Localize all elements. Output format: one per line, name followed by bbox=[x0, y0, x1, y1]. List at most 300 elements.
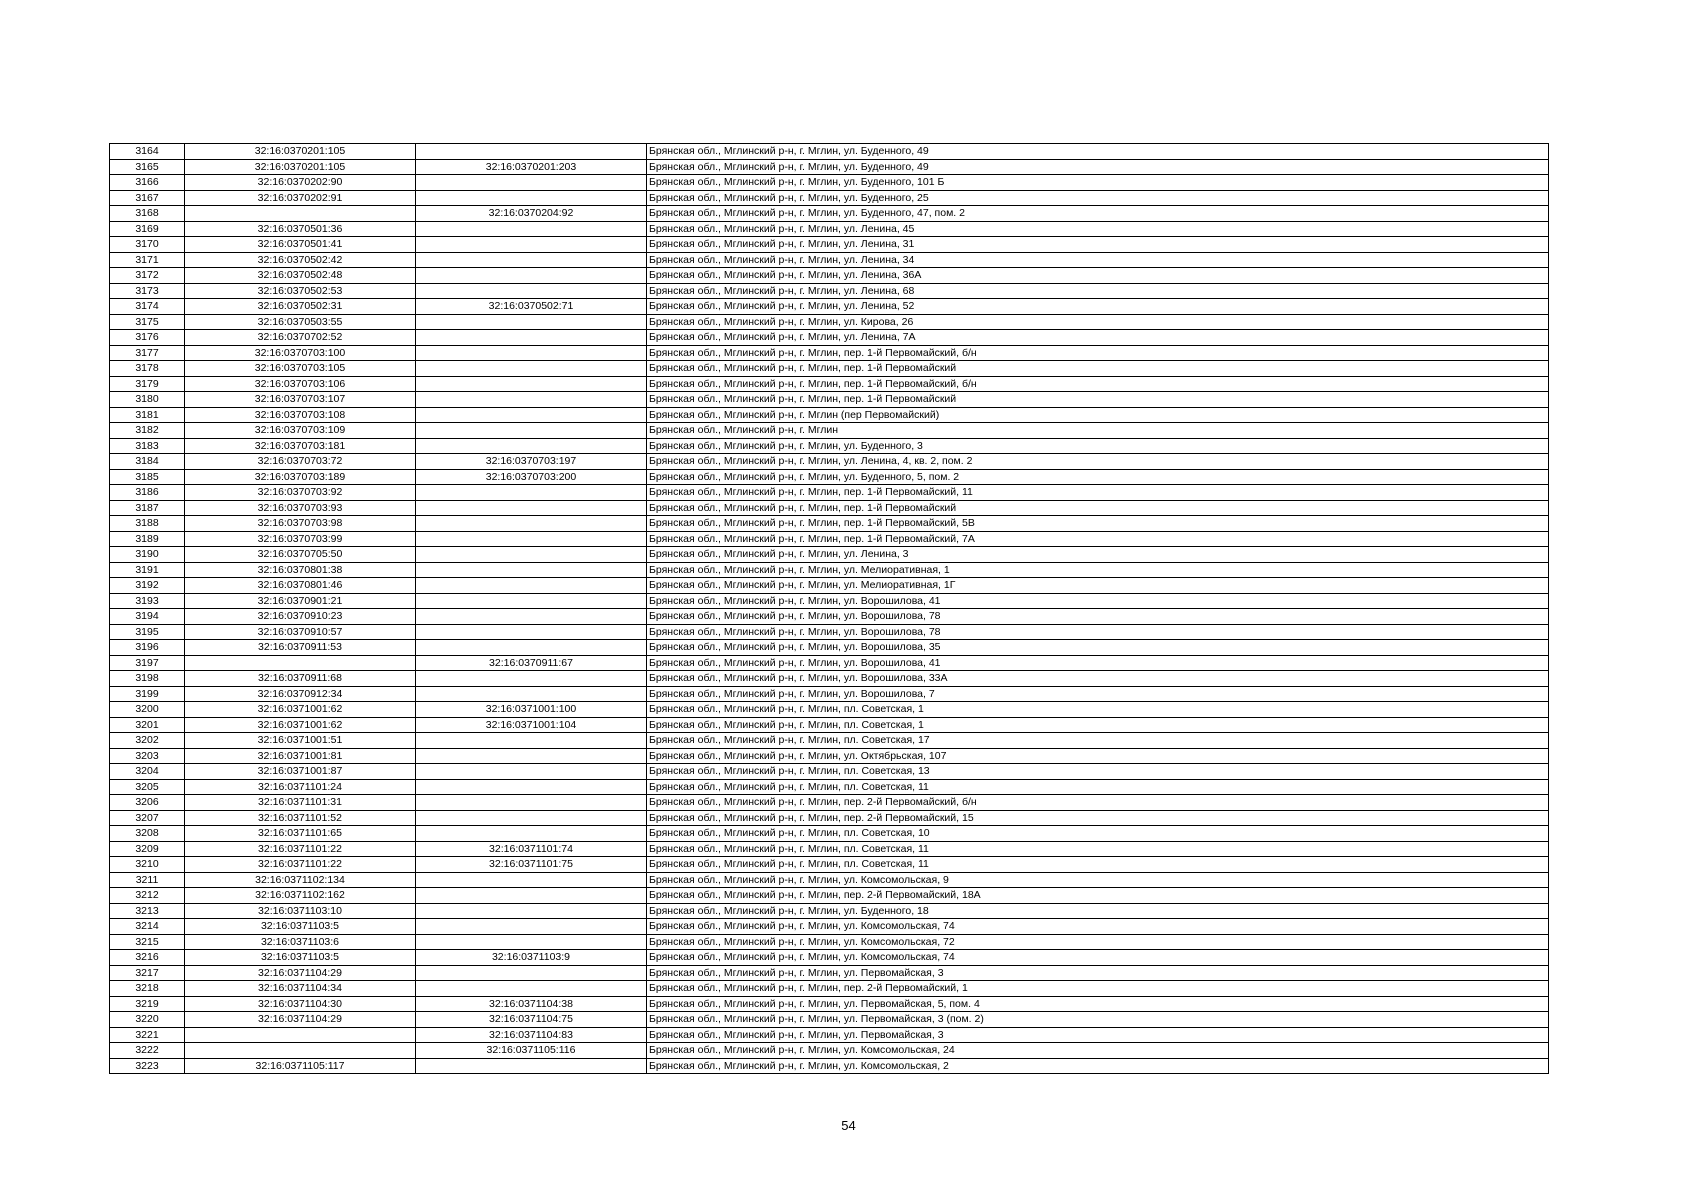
registry-table-body bbox=[110, 144, 1549, 1074]
row-number-cell: 3166 bbox=[110, 175, 185, 191]
related-cadastral-number-cell bbox=[416, 190, 647, 206]
table-row bbox=[110, 345, 1549, 361]
row-number-cell: 3194 bbox=[110, 609, 185, 625]
table-row bbox=[110, 423, 1549, 439]
table-row bbox=[110, 934, 1549, 950]
cadastral-number-cell: 32:16:0371101:52 bbox=[185, 810, 416, 826]
row-number-cell: 3193 bbox=[110, 593, 185, 609]
row-number-cell: 3172 bbox=[110, 268, 185, 284]
related-cadastral-number-cell: 32:16:0370201:203 bbox=[416, 159, 647, 175]
cadastral-number-cell: 32:16:0371102:134 bbox=[185, 872, 416, 888]
row-number-cell: 3196 bbox=[110, 640, 185, 656]
cadastral-number-cell: 32:16:0371103:5 bbox=[185, 950, 416, 966]
related-cadastral-number-cell bbox=[416, 252, 647, 268]
cadastral-number-cell: 32:16:0371001:62 bbox=[185, 717, 416, 733]
related-cadastral-number-cell bbox=[416, 438, 647, 454]
related-cadastral-number-cell bbox=[416, 423, 647, 439]
table-row bbox=[110, 609, 1549, 625]
page-number: 54 bbox=[841, 1118, 856, 1133]
address-cell: Брянская обл., Мглинский р-н, г. Мглин, ул. Первомайская, 5, пом. 4 bbox=[647, 996, 1549, 1012]
table-row bbox=[110, 485, 1549, 501]
address-cell: Брянская обл., Мглинский р-н, г. Мглин, пл. Советская, 17 bbox=[647, 733, 1549, 749]
address-cell: Брянская обл., Мглинский р-н, г. Мглин, ул. Буденного, 3 bbox=[647, 438, 1549, 454]
related-cadastral-number-cell bbox=[416, 934, 647, 950]
related-cadastral-number-cell bbox=[416, 485, 647, 501]
table-row bbox=[110, 702, 1549, 718]
address-cell: Брянская обл., Мглинский р-н, г. Мглин, пер. 1-й Первомайский bbox=[647, 392, 1549, 408]
row-number-cell: 3167 bbox=[110, 190, 185, 206]
address-cell: Брянская обл., Мглинский р-н, г. Мглин, пл. Советская, 1 bbox=[647, 717, 1549, 733]
address-cell: Брянская обл., Мглинский р-н, г. Мглин, ул. Ворошилова, 78 bbox=[647, 624, 1549, 640]
address-cell: Брянская обл., Мглинский р-н, г. Мглин, ул. Комсомольская, 24 bbox=[647, 1043, 1549, 1059]
table-row bbox=[110, 314, 1549, 330]
cadastral-number-cell: 32:16:0371001:81 bbox=[185, 748, 416, 764]
row-number-cell: 3215 bbox=[110, 934, 185, 950]
row-number-cell: 3211 bbox=[110, 872, 185, 888]
table-row bbox=[110, 826, 1549, 842]
address-cell: Брянская обл., Мглинский р-н, г. Мглин, ул. Ленина, 3 bbox=[647, 547, 1549, 563]
related-cadastral-number-cell: 32:16:0371001:100 bbox=[416, 702, 647, 718]
table-row bbox=[110, 330, 1549, 346]
related-cadastral-number-cell bbox=[416, 640, 647, 656]
row-number-cell: 3164 bbox=[110, 144, 185, 160]
address-cell: Брянская обл., Мглинский р-н, г. Мглин, ул. Ленина, 34 bbox=[647, 252, 1549, 268]
related-cadastral-number-cell bbox=[416, 965, 647, 981]
address-cell: Брянская обл., Мглинский р-н, г. Мглин bbox=[647, 423, 1549, 439]
related-cadastral-number-cell bbox=[416, 826, 647, 842]
related-cadastral-number-cell bbox=[416, 872, 647, 888]
related-cadastral-number-cell bbox=[416, 903, 647, 919]
cadastral-number-cell: 32:16:0370502:42 bbox=[185, 252, 416, 268]
row-number-cell: 3183 bbox=[110, 438, 185, 454]
table-row bbox=[110, 469, 1549, 485]
cadastral-number-cell: 32:16:0371001:51 bbox=[185, 733, 416, 749]
table-row bbox=[110, 562, 1549, 578]
address-cell: Брянская обл., Мглинский р-н, г. Мглин, ул. Мелиоративная, 1 bbox=[647, 562, 1549, 578]
table-row bbox=[110, 671, 1549, 687]
cadastral-number-cell: 32:16:0370501:41 bbox=[185, 237, 416, 253]
cadastral-number-cell: 32:16:0371103:10 bbox=[185, 903, 416, 919]
table-row bbox=[110, 640, 1549, 656]
cadastral-number-cell: 32:16:0370703:181 bbox=[185, 438, 416, 454]
related-cadastral-number-cell bbox=[416, 671, 647, 687]
cadastral-number-cell: 32:16:0371103:5 bbox=[185, 919, 416, 935]
row-number-cell: 3169 bbox=[110, 221, 185, 237]
related-cadastral-number-cell bbox=[416, 500, 647, 516]
cadastral-number-cell: 32:16:0370703:109 bbox=[185, 423, 416, 439]
cadastral-number-cell: 32:16:0371101:65 bbox=[185, 826, 416, 842]
address-cell: Брянская обл., Мглинский р-н, г. Мглин, пл. Советская, 11 bbox=[647, 779, 1549, 795]
table-row bbox=[110, 252, 1549, 268]
address-cell: Брянская обл., Мглинский р-н, г. Мглин, пер. 1-й Первомайский bbox=[647, 500, 1549, 516]
table-row bbox=[110, 686, 1549, 702]
row-number-cell: 3199 bbox=[110, 686, 185, 702]
table-row bbox=[110, 190, 1549, 206]
address-cell: Брянская обл., Мглинский р-н, г. Мглин, ул. Кирова, 26 bbox=[647, 314, 1549, 330]
table-row bbox=[110, 547, 1549, 563]
address-cell: Брянская обл., Мглинский р-н, г. Мглин, ул. Комсомольская, 74 bbox=[647, 919, 1549, 935]
row-number-cell: 3222 bbox=[110, 1043, 185, 1059]
cadastral-number-cell: 32:16:0370910:23 bbox=[185, 609, 416, 625]
address-cell: Брянская обл., Мглинский р-н, г. Мглин, пер. 2-й Первомайский, б/н bbox=[647, 795, 1549, 811]
table-row bbox=[110, 733, 1549, 749]
row-number-cell: 3216 bbox=[110, 950, 185, 966]
address-cell: Брянская обл., Мглинский р-н, г. Мглин, пер. 1-й Первомайский bbox=[647, 361, 1549, 377]
address-cell: Брянская обл., Мглинский р-н, г. Мглин (пер Первомайский) bbox=[647, 407, 1549, 423]
row-number-cell: 3217 bbox=[110, 965, 185, 981]
address-cell: Брянская обл., Мглинский р-н, г. Мглин, пер. 1-й Первомайский, 5В bbox=[647, 516, 1549, 532]
address-cell: Брянская обл., Мглинский р-н, г. Мглин, ул. Ворошилова, 41 bbox=[647, 655, 1549, 671]
related-cadastral-number-cell bbox=[416, 764, 647, 780]
cadastral-number-cell bbox=[185, 1027, 416, 1043]
cadastral-number-cell: 32:16:0371001:87 bbox=[185, 764, 416, 780]
row-number-cell: 3189 bbox=[110, 531, 185, 547]
related-cadastral-number-cell: 32:16:0370703:200 bbox=[416, 469, 647, 485]
address-cell: Брянская обл., Мглинский р-н, г. Мглин, ул. Ворошилова, 41 bbox=[647, 593, 1549, 609]
related-cadastral-number-cell bbox=[416, 268, 647, 284]
cadastral-number-cell bbox=[185, 1043, 416, 1059]
table-row bbox=[110, 1012, 1549, 1028]
related-cadastral-number-cell bbox=[416, 516, 647, 532]
row-number-cell: 3202 bbox=[110, 733, 185, 749]
cadastral-number-cell: 32:16:0370502:53 bbox=[185, 283, 416, 299]
table-row bbox=[110, 500, 1549, 516]
cadastral-number-cell: 32:16:0371103:6 bbox=[185, 934, 416, 950]
row-number-cell: 3174 bbox=[110, 299, 185, 315]
row-number-cell: 3206 bbox=[110, 795, 185, 811]
address-cell: Брянская обл., Мглинский р-н, г. Мглин, ул. Ленина, 68 bbox=[647, 283, 1549, 299]
cadastral-number-cell: 32:16:0370703:100 bbox=[185, 345, 416, 361]
cadastral-number-cell: 32:16:0370502:31 bbox=[185, 299, 416, 315]
row-number-cell: 3188 bbox=[110, 516, 185, 532]
address-cell: Брянская обл., Мглинский р-н, г. Мглин, ул. Ленина, 31 bbox=[647, 237, 1549, 253]
row-number-cell: 3192 bbox=[110, 578, 185, 594]
row-number-cell: 3179 bbox=[110, 376, 185, 392]
table-row bbox=[110, 655, 1549, 671]
cadastral-number-cell: 32:16:0370703:106 bbox=[185, 376, 416, 392]
address-cell: Брянская обл., Мглинский р-н, г. Мглин, ул. Комсомольская, 74 bbox=[647, 950, 1549, 966]
table-row bbox=[110, 175, 1549, 191]
cadastral-number-cell: 32:16:0371101:22 bbox=[185, 857, 416, 873]
address-cell: Брянская обл., Мглинский р-н, г. Мглин, пл. Советская, 11 bbox=[647, 857, 1549, 873]
address-cell: Брянская обл., Мглинский р-н, г. Мглин, ул. Буденного, 25 bbox=[647, 190, 1549, 206]
table-row bbox=[110, 981, 1549, 997]
row-number-cell: 3204 bbox=[110, 764, 185, 780]
related-cadastral-number-cell bbox=[416, 578, 647, 594]
address-cell: Брянская обл., Мглинский р-н, г. Мглин, пер. 1-й Первомайский, 11 bbox=[647, 485, 1549, 501]
row-number-cell: 3190 bbox=[110, 547, 185, 563]
address-cell: Брянская обл., Мглинский р-н, г. Мглин, ул. Ворошилова, 35 bbox=[647, 640, 1549, 656]
cadastral-number-cell: 32:16:0371101:31 bbox=[185, 795, 416, 811]
related-cadastral-number-cell bbox=[416, 531, 647, 547]
row-number-cell: 3205 bbox=[110, 779, 185, 795]
address-cell: Брянская обл., Мглинский р-н, г. Мглин, ул. Буденного, 47, пом. 2 bbox=[647, 206, 1549, 222]
related-cadastral-number-cell bbox=[416, 795, 647, 811]
table-row bbox=[110, 888, 1549, 904]
row-number-cell: 3201 bbox=[110, 717, 185, 733]
cadastral-number-cell: 32:16:0370901:21 bbox=[185, 593, 416, 609]
cadastral-number-cell: 32:16:0370703:98 bbox=[185, 516, 416, 532]
related-cadastral-number-cell bbox=[416, 175, 647, 191]
cadastral-number-cell: 32:16:0370703:189 bbox=[185, 469, 416, 485]
row-number-cell: 3178 bbox=[110, 361, 185, 377]
cadastral-number-cell: 32:16:0370502:48 bbox=[185, 268, 416, 284]
address-cell: Брянская обл., Мглинский р-н, г. Мглин, пл. Советская, 11 bbox=[647, 841, 1549, 857]
table-row bbox=[110, 1043, 1549, 1059]
row-number-cell: 3207 bbox=[110, 810, 185, 826]
table-row bbox=[110, 950, 1549, 966]
row-number-cell: 3195 bbox=[110, 624, 185, 640]
cadastral-number-cell: 32:16:0371104:29 bbox=[185, 1012, 416, 1028]
related-cadastral-number-cell bbox=[416, 562, 647, 578]
cadastral-number-cell: 32:16:0371105:117 bbox=[185, 1058, 416, 1074]
address-cell: Брянская обл., Мглинский р-н, г. Мглин, ул. Буденного, 18 bbox=[647, 903, 1549, 919]
cadastral-number-cell: 32:16:0371104:29 bbox=[185, 965, 416, 981]
address-cell: Брянская обл., Мглинский р-н, г. Мглин, ул. Первомайская, 3 bbox=[647, 965, 1549, 981]
row-number-cell: 3200 bbox=[110, 702, 185, 718]
address-cell: Брянская обл., Мглинский р-н, г. Мглин, пл. Советская, 13 bbox=[647, 764, 1549, 780]
table-row bbox=[110, 748, 1549, 764]
related-cadastral-number-cell: 32:16:0371101:74 bbox=[416, 841, 647, 857]
related-cadastral-number-cell bbox=[416, 283, 647, 299]
table-row bbox=[110, 159, 1549, 175]
related-cadastral-number-cell bbox=[416, 981, 647, 997]
cadastral-number-cell: 32:16:0371101:22 bbox=[185, 841, 416, 857]
address-cell: Брянская обл., Мглинский р-н, г. Мглин, ул. Первомайская, 3 (пом. 2) bbox=[647, 1012, 1549, 1028]
related-cadastral-number-cell: 32:16:0370502:71 bbox=[416, 299, 647, 315]
table-row bbox=[110, 283, 1549, 299]
row-number-cell: 3214 bbox=[110, 919, 185, 935]
address-cell: Брянская обл., Мглинский р-н, г. Мглин, ул. Октябрьская, 107 bbox=[647, 748, 1549, 764]
address-cell: Брянская обл., Мглинский р-н, г. Мглин, ул. Мелиоративная, 1Г bbox=[647, 578, 1549, 594]
address-cell: Брянская обл., Мглинский р-н, г. Мглин, ул. Ворошилова, 7 bbox=[647, 686, 1549, 702]
related-cadastral-number-cell bbox=[416, 888, 647, 904]
cadastral-number-cell: 32:16:0371102:162 bbox=[185, 888, 416, 904]
row-number-cell: 3187 bbox=[110, 500, 185, 516]
cadastral-number-cell bbox=[185, 206, 416, 222]
row-number-cell: 3221 bbox=[110, 1027, 185, 1043]
cadastral-number-cell: 32:16:0370503:55 bbox=[185, 314, 416, 330]
related-cadastral-number-cell: 32:16:0371104:75 bbox=[416, 1012, 647, 1028]
row-number-cell: 3185 bbox=[110, 469, 185, 485]
related-cadastral-number-cell bbox=[416, 593, 647, 609]
related-cadastral-number-cell bbox=[416, 686, 647, 702]
table-row bbox=[110, 1027, 1549, 1043]
table-row bbox=[110, 624, 1549, 640]
table-row bbox=[110, 578, 1549, 594]
table-row bbox=[110, 392, 1549, 408]
address-cell: Брянская обл., Мглинский р-н, г. Мглин, пер. 1-й Первомайский, б/н bbox=[647, 376, 1549, 392]
table-row bbox=[110, 531, 1549, 547]
table-row bbox=[110, 841, 1549, 857]
table-row bbox=[110, 903, 1549, 919]
cadastral-number-cell: 32:16:0371001:62 bbox=[185, 702, 416, 718]
table-row bbox=[110, 1058, 1549, 1074]
related-cadastral-number-cell: 32:16:0371103:9 bbox=[416, 950, 647, 966]
cadastral-number-cell: 32:16:0370705:50 bbox=[185, 547, 416, 563]
address-cell: Брянская обл., Мглинский р-н, г. Мглин, пер. 2-й Первомайский, 15 bbox=[647, 810, 1549, 826]
table-row bbox=[110, 407, 1549, 423]
cadastral-number-cell: 32:16:0371104:34 bbox=[185, 981, 416, 997]
related-cadastral-number-cell: 32:16:0370703:197 bbox=[416, 454, 647, 470]
address-cell: Брянская обл., Мглинский р-н, г. Мглин, пер. 2-й Первомайский, 18А bbox=[647, 888, 1549, 904]
related-cadastral-number-cell: 32:16:0371104:83 bbox=[416, 1027, 647, 1043]
related-cadastral-number-cell bbox=[416, 748, 647, 764]
related-cadastral-number-cell bbox=[416, 609, 647, 625]
related-cadastral-number-cell bbox=[416, 361, 647, 377]
related-cadastral-number-cell bbox=[416, 547, 647, 563]
related-cadastral-number-cell: 32:16:0371001:104 bbox=[416, 717, 647, 733]
row-number-cell: 3173 bbox=[110, 283, 185, 299]
table-row bbox=[110, 206, 1549, 222]
row-number-cell: 3210 bbox=[110, 857, 185, 873]
table-row bbox=[110, 779, 1549, 795]
related-cadastral-number-cell bbox=[416, 392, 647, 408]
related-cadastral-number-cell bbox=[416, 733, 647, 749]
address-cell: Брянская обл., Мглинский р-н, г. Мглин, ул. Буденного, 101 Б bbox=[647, 175, 1549, 191]
address-cell: Брянская обл., Мглинский р-н, г. Мглин, пл. Советская, 10 bbox=[647, 826, 1549, 842]
table-row bbox=[110, 717, 1549, 733]
row-number-cell: 3180 bbox=[110, 392, 185, 408]
cadastral-number-cell: 32:16:0370910:57 bbox=[185, 624, 416, 640]
related-cadastral-number-cell bbox=[416, 1058, 647, 1074]
address-cell: Брянская обл., Мглинский р-н, г. Мглин, ул. Буденного, 49 bbox=[647, 159, 1549, 175]
table-row bbox=[110, 996, 1549, 1012]
table-row bbox=[110, 919, 1549, 935]
table-row bbox=[110, 237, 1549, 253]
cadastral-number-cell: 32:16:0370201:105 bbox=[185, 144, 416, 160]
row-number-cell: 3198 bbox=[110, 671, 185, 687]
table-row bbox=[110, 857, 1549, 873]
related-cadastral-number-cell: 32:16:0371104:38 bbox=[416, 996, 647, 1012]
address-cell: Брянская обл., Мглинский р-н, г. Мглин, пер. 1-й Первомайский, 7А bbox=[647, 531, 1549, 547]
row-number-cell: 3170 bbox=[110, 237, 185, 253]
address-cell: Брянская обл., Мглинский р-н, г. Мглин, ул. Ленина, 36А bbox=[647, 268, 1549, 284]
table-row bbox=[110, 810, 1549, 826]
cadastral-number-cell: 32:16:0370202:90 bbox=[185, 175, 416, 191]
table-row bbox=[110, 872, 1549, 888]
row-number-cell: 3203 bbox=[110, 748, 185, 764]
cadastral-number-cell: 32:16:0370703:107 bbox=[185, 392, 416, 408]
row-number-cell: 3223 bbox=[110, 1058, 185, 1074]
row-number-cell: 3197 bbox=[110, 655, 185, 671]
related-cadastral-number-cell bbox=[416, 919, 647, 935]
row-number-cell: 3218 bbox=[110, 981, 185, 997]
table-row bbox=[110, 299, 1549, 315]
related-cadastral-number-cell bbox=[416, 779, 647, 795]
cadastral-number-cell: 32:16:0370703:93 bbox=[185, 500, 416, 516]
cadastral-number-cell: 32:16:0370911:53 bbox=[185, 640, 416, 656]
table-row bbox=[110, 221, 1549, 237]
row-number-cell: 3171 bbox=[110, 252, 185, 268]
cadastral-number-cell: 32:16:0370801:46 bbox=[185, 578, 416, 594]
address-cell: Брянская обл., Мглинский р-н, г. Мглин, пер. 1-й Первомайский, б/н bbox=[647, 345, 1549, 361]
address-cell: Брянская обл., Мглинский р-н, г. Мглин, ул. Ленина, 7А bbox=[647, 330, 1549, 346]
related-cadastral-number-cell bbox=[416, 376, 647, 392]
related-cadastral-number-cell bbox=[416, 314, 647, 330]
cadastral-number-cell: 32:16:0370702:52 bbox=[185, 330, 416, 346]
row-number-cell: 3176 bbox=[110, 330, 185, 346]
cadastral-number-cell: 32:16:0371101:24 bbox=[185, 779, 416, 795]
cadastral-number-cell: 32:16:0370501:36 bbox=[185, 221, 416, 237]
row-number-cell: 3186 bbox=[110, 485, 185, 501]
cadastral-number-cell: 32:16:0370911:68 bbox=[185, 671, 416, 687]
cadastral-number-cell: 32:16:0370703:108 bbox=[185, 407, 416, 423]
row-number-cell: 3168 bbox=[110, 206, 185, 222]
table-row bbox=[110, 268, 1549, 284]
table-row bbox=[110, 593, 1549, 609]
related-cadastral-number-cell bbox=[416, 330, 647, 346]
row-number-cell: 3219 bbox=[110, 996, 185, 1012]
row-number-cell: 3191 bbox=[110, 562, 185, 578]
table-row bbox=[110, 795, 1549, 811]
address-cell: Брянская обл., Мглинский р-н, г. Мглин, ул. Ленина, 45 bbox=[647, 221, 1549, 237]
table-row bbox=[110, 376, 1549, 392]
row-number-cell: 3177 bbox=[110, 345, 185, 361]
related-cadastral-number-cell bbox=[416, 345, 647, 361]
cadastral-number-cell: 32:16:0370703:105 bbox=[185, 361, 416, 377]
related-cadastral-number-cell: 32:16:0371105:116 bbox=[416, 1043, 647, 1059]
row-number-cell: 3182 bbox=[110, 423, 185, 439]
related-cadastral-number-cell bbox=[416, 237, 647, 253]
row-number-cell: 3181 bbox=[110, 407, 185, 423]
row-number-cell: 3220 bbox=[110, 1012, 185, 1028]
table-row bbox=[110, 764, 1549, 780]
related-cadastral-number-cell bbox=[416, 810, 647, 826]
cadastral-number-cell: 32:16:0370703:72 bbox=[185, 454, 416, 470]
address-cell: Брянская обл., Мглинский р-н, г. Мглин, пер. 2-й Первомайский, 1 bbox=[647, 981, 1549, 997]
table-row bbox=[110, 965, 1549, 981]
related-cadastral-number-cell: 32:16:0370911:67 bbox=[416, 655, 647, 671]
address-cell: Брянская обл., Мглинский р-н, г. Мглин, пл. Советская, 1 bbox=[647, 702, 1549, 718]
cadastral-number-cell bbox=[185, 655, 416, 671]
related-cadastral-number-cell: 32:16:0371101:75 bbox=[416, 857, 647, 873]
row-number-cell: 3165 bbox=[110, 159, 185, 175]
address-cell: Брянская обл., Мглинский р-н, г. Мглин, ул. Ленина, 52 bbox=[647, 299, 1549, 315]
address-cell: Брянская обл., Мглинский р-н, г. Мглин, ул. Комсомольская, 9 bbox=[647, 872, 1549, 888]
cadastral-number-cell: 32:16:0370201:105 bbox=[185, 159, 416, 175]
address-cell: Брянская обл., Мглинский р-н, г. Мглин, ул. Буденного, 49 bbox=[647, 144, 1549, 160]
address-cell: Брянская обл., Мглинский р-н, г. Мглин, ул. Ворошилова, 33А bbox=[647, 671, 1549, 687]
address-cell: Брянская обл., Мглинский р-н, г. Мглин, ул. Ворошилова, 78 bbox=[647, 609, 1549, 625]
row-number-cell: 3184 bbox=[110, 454, 185, 470]
table-row bbox=[110, 361, 1549, 377]
address-cell: Брянская обл., Мглинский р-н, г. Мглин, ул. Первомайская, 3 bbox=[647, 1027, 1549, 1043]
cadastral-number-cell: 32:16:0370703:99 bbox=[185, 531, 416, 547]
related-cadastral-number-cell bbox=[416, 144, 647, 160]
cadastral-number-cell: 32:16:0370202:91 bbox=[185, 190, 416, 206]
row-number-cell: 3175 bbox=[110, 314, 185, 330]
cadastral-number-cell: 32:16:0371104:30 bbox=[185, 996, 416, 1012]
related-cadastral-number-cell bbox=[416, 221, 647, 237]
address-cell: Брянская обл., Мглинский р-н, г. Мглин, ул. Ленина, 4, кв. 2, пом. 2 bbox=[647, 454, 1549, 470]
row-number-cell: 3209 bbox=[110, 841, 185, 857]
table-row bbox=[110, 144, 1549, 160]
cadastral-number-cell: 32:16:0370912:34 bbox=[185, 686, 416, 702]
related-cadastral-number-cell bbox=[416, 624, 647, 640]
table-row bbox=[110, 438, 1549, 454]
row-number-cell: 3208 bbox=[110, 826, 185, 842]
registry-table bbox=[109, 143, 1549, 1074]
address-cell: Брянская обл., Мглинский р-н, г. Мглин, ул. Комсомольская, 2 bbox=[647, 1058, 1549, 1074]
row-number-cell: 3212 bbox=[110, 888, 185, 904]
related-cadastral-number-cell bbox=[416, 407, 647, 423]
cadastral-number-cell: 32:16:0370703:92 bbox=[185, 485, 416, 501]
table-row bbox=[110, 516, 1549, 532]
address-cell: Брянская обл., Мглинский р-н, г. Мглин, ул. Комсомольская, 72 bbox=[647, 934, 1549, 950]
related-cadastral-number-cell: 32:16:0370204:92 bbox=[416, 206, 647, 222]
cadastral-number-cell: 32:16:0370801:38 bbox=[185, 562, 416, 578]
